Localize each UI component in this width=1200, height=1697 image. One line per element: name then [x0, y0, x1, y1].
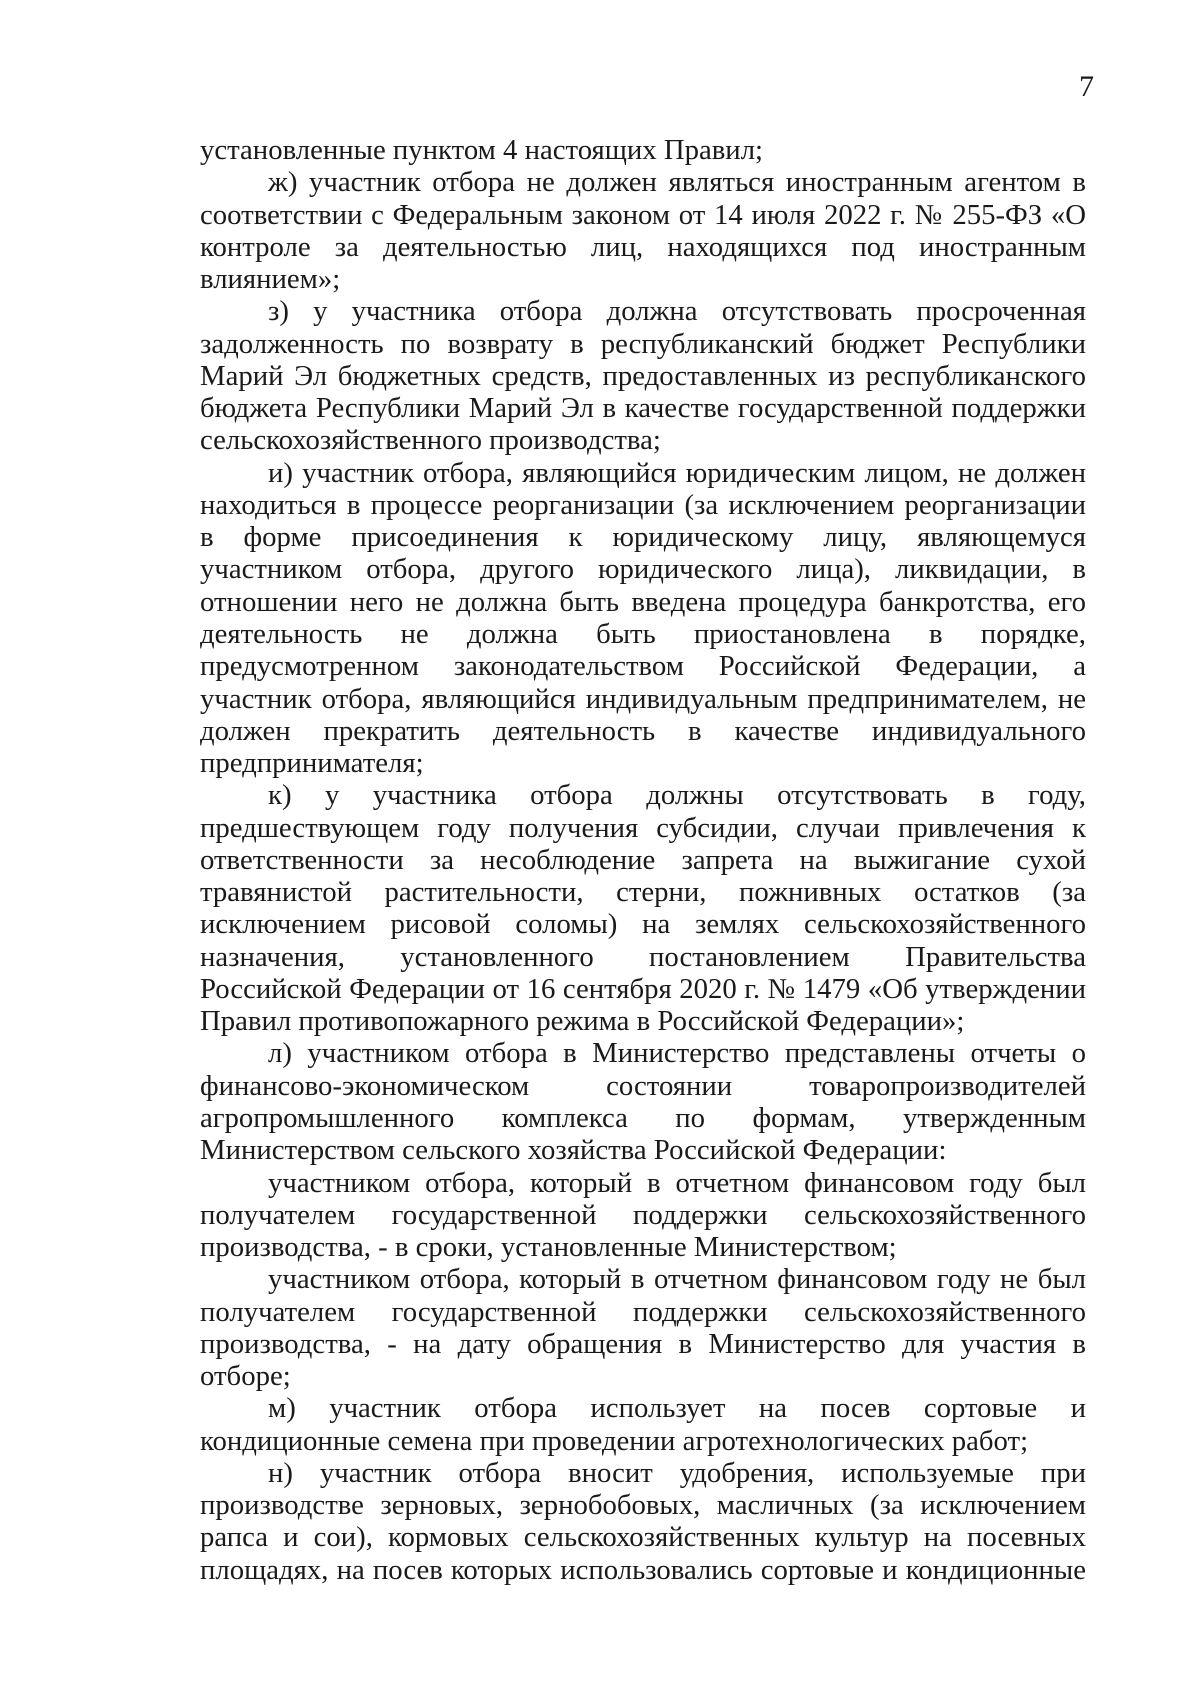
page-number: 7 — [1079, 70, 1094, 103]
paragraph: ж) участник отбора не должен являться иностранным агентом в соответствии с Федеральным законом от 14 июля 2022 г. № 255-ФЗ «О контроле за деятельностью лиц, находящихся под иностранным влиянием»; — [200, 166, 1086, 296]
paragraph: участником отбора, который в отчетном финансовом году был получателем государственной поддержки сельскохозяйственного производства, - в сроки, установленные Министерством; — [200, 1166, 1086, 1264]
paragraph: и) участник отбора, являющийся юридическим лицом, не должен находиться в процессе реорганизации (за исключением реорганизации в форме присоединения к юридическому лицу, являющемуся участником отбора, другого юридического лица), ликвидации, в отношении него не должна быть введена процедура банкротства, его деятельность не должна быть приостановлена в порядке, предусмотренном законодательством Российской Федерации, а участник отбора, являющийся индивидуальным предпринимателем, не должен прекратить деятельность в качестве индивидуального предпринимателя; — [200, 456, 1086, 780]
paragraph: н) участник отбора вносит удобрения, используемые при производстве зерновых, зернобобовых, масличных (за исключением рапса и сои), кормовых сельскохозяйственных культур на посевных площадях, на посев которых использовались сортовые и кондиционные — [200, 1456, 1086, 1586]
paragraph: установленные пунктом 4 настоящих Правил; — [200, 134, 764, 166]
paragraph: к) у участника отбора должны отсутствовать в году, предшествующем году получения субсидии, случаи привлечения к ответственности за несоблюдение запрета на выжигание сухой травянистой растительности, стерни, пожнивных остатков (за исключением рисовой соломы) на землях сельскохозяйственного назначения, установленного постановлением Правительства Российской Федерации от 16 сентября 2020 г. № 1479 «Об утверждении Правил противопожарного режима в Российской Федерации»; — [200, 779, 1086, 1038]
paragraph: л) участником отбора в Министерство представлены отчеты о финансово-экономическом состоянии товаропроизводителей агропромышленного комплекса по формам, утвержденным Министерством сельского хозяйства Российской Федерации: — [200, 1037, 1086, 1167]
document-body — [200, 134, 1086, 1586]
paragraph: м) участник отбора использует на посев сортовые и кондиционные семена при проведении агротехнологических работ; — [200, 1392, 1086, 1457]
paragraph: з) у участника отбора должна отсутствовать просроченная задолженность по возврату в республиканский бюджет Республики Марий Эл бюджетных средств, предоставленных из республиканского бюджета Республики Марий Эл в качестве государственной поддержки сельскохозяйственного производства; — [200, 295, 1086, 457]
paragraph: участником отбора, который в отчетном финансовом году не был получателем государственной поддержки сельскохозяйственного производства, - на дату обращения в Министерство для участия в отборе; — [200, 1263, 1086, 1393]
